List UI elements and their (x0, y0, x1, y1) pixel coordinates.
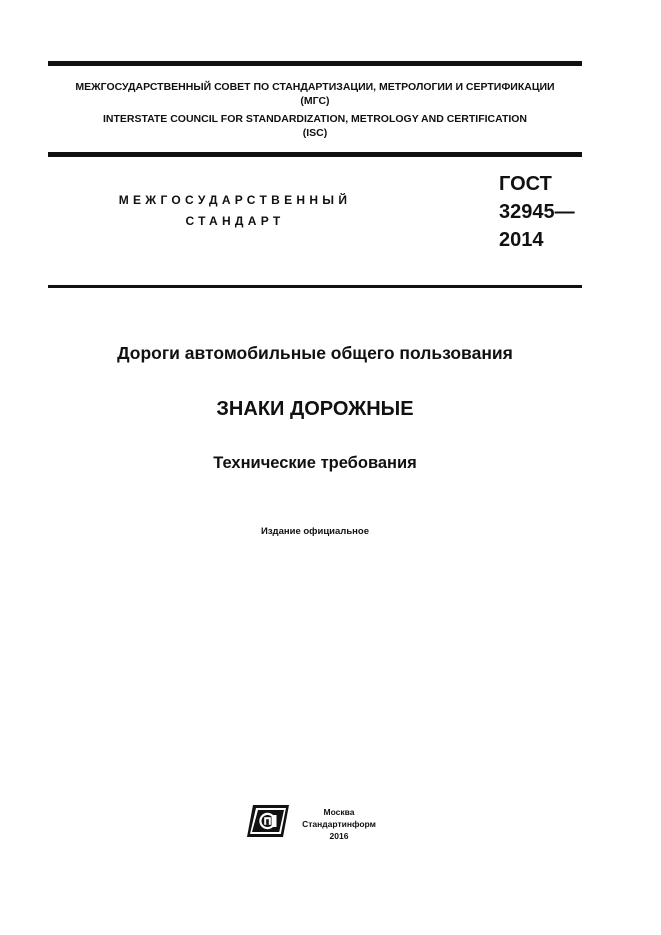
council-en-name: INTERSTATE COUNCIL FOR STANDARDIZATION, METROLOGY AND CERTIFICATION (102, 113, 528, 125)
council-ru-name: МЕЖГОСУДАРСТВЕННЫЙ СОВЕТ ПО СТАНДАРТИЗАЦИИ, МЕТРОЛОГИИ И СЕРТИФИКАЦИИ (75, 81, 555, 93)
title-subject: Дороги автомобильные общего пользования (117, 343, 513, 363)
designation-prefix: ГОСТ (499, 173, 552, 195)
publisher-name: Стандартинформ (302, 819, 376, 829)
middle-rule (48, 152, 582, 157)
title-subtitle: Технические требования (213, 454, 417, 472)
publisher-imprint (292, 806, 386, 842)
bottom-rule (48, 285, 582, 288)
designation-number: 32945— (499, 201, 575, 223)
council-en-block (48, 112, 582, 140)
standartinform-logo-icon (247, 805, 289, 837)
top-rule (48, 61, 582, 66)
publisher-year: 2016 (329, 831, 349, 841)
council-ru-abbr: (МГС) (300, 95, 330, 107)
council-en-abbr: (ISC) (302, 127, 328, 139)
standard-kind-line2: СТАНДАРТ (185, 214, 285, 228)
standard-kind-line1: МЕЖГОСУДАРСТВЕННЫЙ (118, 193, 352, 207)
standard-designation (499, 170, 575, 254)
title-main: ЗНАКИ ДОРОЖНЫЕ (216, 398, 414, 420)
publisher-city: Москва (323, 807, 355, 817)
edition-label: Издание официальное (261, 526, 369, 537)
designation-year: 2014 (499, 229, 544, 251)
council-ru-block (48, 80, 582, 108)
